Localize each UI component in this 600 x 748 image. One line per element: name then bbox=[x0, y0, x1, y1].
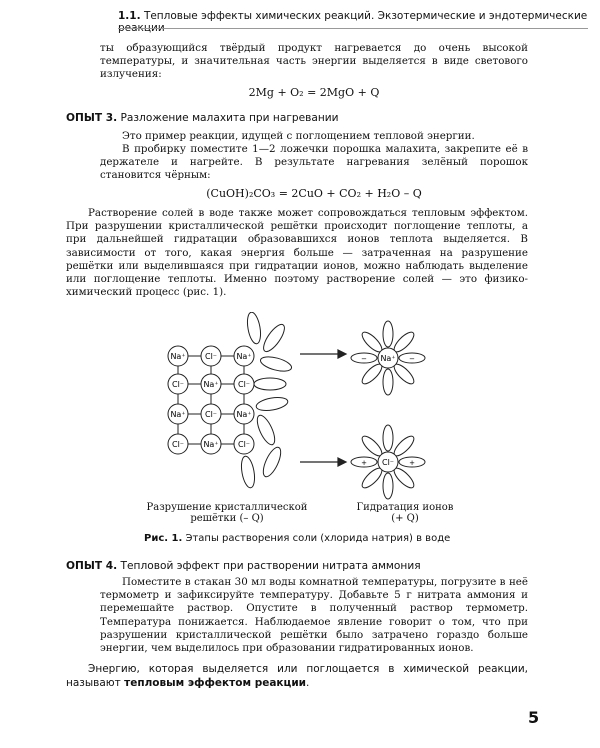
exp4-heading bbox=[66, 560, 421, 572]
arrows bbox=[300, 350, 346, 466]
ion-cl-label: Cl⁻ bbox=[171, 440, 185, 449]
ion-na-label: Na⁺ bbox=[203, 440, 219, 449]
exp3-title: Разложение малахита при нагревании bbox=[120, 112, 339, 124]
figure-caption-text: Этапы растворения соли (хлорида натрия) в воде bbox=[185, 533, 451, 544]
final-text: Энергию, которая выделяется или поглощается в химической реакции, называют bbox=[66, 663, 528, 689]
dissolution-paragraph: Растворение солей в воде также может сопровождаться тепловым эффектом. При разрушении кристаллической решётки происходит поглощение теплоты, а при дальнейшей гидратации образовавшихся ионов теплота выделяется. В зависимости от того, какая энергия больше — затраченная на разрушение решётки или выделившаяся при гидратации ионов, можно наблюдать выделение или поглощение теплоты. Именно поэтому растворение солей — это физико-химический процесс (рис. 1). bbox=[66, 207, 528, 299]
charge-minus: − bbox=[361, 355, 367, 363]
intro-paragraph: ты образующийся твёрдый продукт нагревается до очень высокой температуры, и значительная часть энергии выделяется в виде светового излучения: bbox=[100, 42, 528, 81]
header-rule bbox=[118, 28, 588, 29]
exp3-label: ОПЫТ 3. bbox=[66, 112, 118, 124]
ion-cl-label: Cl⁻ bbox=[204, 410, 218, 419]
ion-cl-label: Cl⁻ bbox=[237, 440, 251, 449]
final-end: . bbox=[306, 677, 310, 689]
ion-na-label: Na⁺ bbox=[236, 352, 252, 361]
charge-plus: + bbox=[409, 459, 415, 467]
term-thermal-effect: тепловым эффектом реакции bbox=[124, 677, 307, 689]
section-number: 1.1. bbox=[118, 10, 141, 22]
exp3-para1: Это пример реакции, идущей с поглощением тепловой энергии. bbox=[122, 130, 475, 142]
lattice-grid bbox=[178, 356, 244, 444]
ion-cl-label: Cl⁻ bbox=[204, 352, 218, 361]
final-definition bbox=[66, 662, 528, 690]
hydrated-na-label: Na⁺ bbox=[380, 354, 396, 363]
running-header bbox=[118, 10, 588, 34]
ion-na-label: Na⁺ bbox=[170, 352, 186, 361]
formula-magnesium: 2Mg + O₂ = 2MgO + Q bbox=[248, 86, 380, 99]
label-hydration: Гидратация ионов (+ Q) bbox=[356, 502, 454, 524]
exp4-title: Тепловой эффект при растворении нитрата аммония bbox=[120, 560, 421, 572]
page-number: 5 bbox=[528, 708, 540, 727]
charge-plus: + bbox=[361, 459, 367, 467]
exp4-label: ОПЫТ 4. bbox=[66, 560, 118, 572]
ion-cl-label: Cl⁻ bbox=[171, 380, 185, 389]
label-lattice-destruction: Разрушение кристаллической решётки (– Q) bbox=[146, 502, 308, 524]
ion-na-label: Na⁺ bbox=[170, 410, 186, 419]
formula-malachite: (CuOH)₂CO₃ = 2CuO + CO₂ + H₂O – Q bbox=[206, 187, 422, 200]
exp3-para2: В пробирку поместите 1—2 ложечки порошка малахита, закрепите её в держателе и нагрейте. В результате нагревания зелёный порошок становится чёрным: bbox=[100, 143, 528, 182]
figure-dissolution bbox=[150, 312, 450, 502]
water-dipoles-lattice bbox=[239, 312, 293, 489]
ion-cl-label: Cl⁻ bbox=[237, 380, 251, 389]
ion-na-label: Na⁺ bbox=[203, 380, 219, 389]
charge-minus: − bbox=[409, 355, 415, 363]
ion-na-label: Na⁺ bbox=[236, 410, 252, 419]
exp4-paragraph: Поместите в стакан 30 мл воды комнатной температуры, погрузите в неё термометр и зафиксируйте температуру. Добавьте 5 г нитрата аммония и перемешайте раствор. Опустите в полученный раствор термометр. Температура понижается. Наблюдаемое явление говорит о том, что при разрушении кристаллической решётки было затрачено гораздо больше энергии, чем выделилось при образовании гидратированных ионов. bbox=[100, 576, 528, 655]
figure-caption-label: Рис. 1. bbox=[144, 533, 183, 544]
hydrated-cl-label: Cl⁻ bbox=[381, 458, 395, 467]
section-title: Тепловые эффекты химических реакций. Экзотермические и эндотермические реакции bbox=[118, 10, 588, 34]
exp3-heading bbox=[66, 112, 339, 124]
figure-caption bbox=[144, 533, 450, 544]
